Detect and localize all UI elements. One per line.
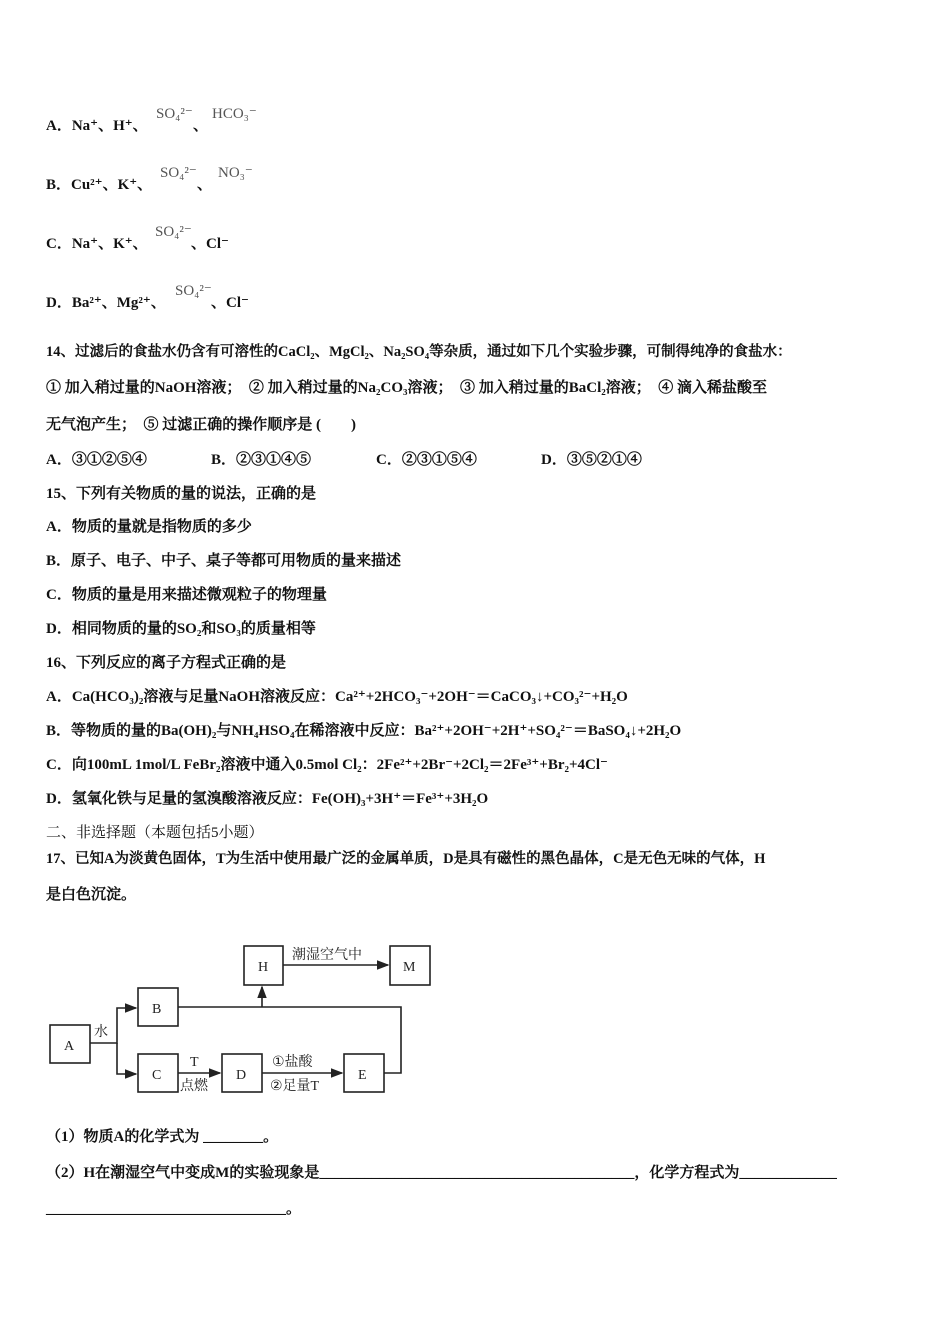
option-label: D．Ba²⁺、Mg²⁺、 (46, 295, 166, 311)
q16-option-b: B．等物质的量的Ba(OH)₂与NH₄HSO₄在稀溶液中反应：Ba²⁺+2OH⁻+2H⁺+SO₄²⁻＝BaSO₄↓+2H₂O (46, 723, 682, 739)
label-water: 水 (94, 1025, 108, 1040)
q15-option-d: D．相同物质的量的SO₂和SO₃的质量相等 (46, 621, 316, 637)
label-excess-t: ②足量T (270, 1079, 320, 1094)
label-a: A (64, 1039, 75, 1054)
q14-steps-cont: 无气泡产生； ⑤ 过滤正确的操作顺序是 ( ) (46, 417, 356, 433)
label-d: D (236, 1068, 247, 1083)
q15-option-a: A．物质的量就是指物质的多少 (46, 519, 252, 535)
label-e: E (358, 1068, 367, 1083)
option-label: C．Na⁺、K⁺、 (46, 236, 148, 252)
q14-steps: ① 加入稍过量的NaOH溶液； ② 加入稍过量的Na₂CO₃溶液； ③ 加入稍过量的BaCl₂溶液； ④ 滴入稀盐酸至 (46, 380, 768, 396)
q16-stem: 16、下列反应的离子方程式正确的是 (46, 655, 287, 671)
separator: 、Cl⁻ (191, 236, 229, 252)
q17-sub2: （2）H在潮湿空气中变成M的实验现象是__________________________________________，化学方程式为_____________ (46, 1165, 837, 1181)
arrow-a-c (117, 1043, 136, 1074)
label-c: C (152, 1068, 162, 1083)
q17-sub2-cont: ________________________________。 (46, 1201, 302, 1217)
label-h: H (258, 960, 269, 975)
q14-option-c: C．②③①⑤④ (376, 452, 477, 468)
q16-option-a: A．Ca(HCO₃)₂溶液与足量NaOH溶液反应：Ca²⁺+2HCO₃⁻+2OH⁻＝CaCO₃↓+CO₃²⁻+H₂O (46, 689, 628, 705)
q17-stem: 17、已知A为淡黄色固体，T为生活中使用最广泛的金属单质，D是具有磁性的黑色晶体，C是无色无味的气体，H (46, 851, 766, 867)
q14-option-a: A．③①②⑤④ (46, 452, 147, 468)
ion-formula: SO₄²⁻ (156, 106, 193, 122)
q15-option-c: C．物质的量是用来描述微观粒子的物理量 (46, 587, 327, 603)
separator: 、 (197, 177, 213, 193)
label-hcl: ①盐酸 (272, 1055, 313, 1070)
label-b: B (152, 1002, 162, 1017)
q15-stem: 15、下列有关物质的量的说法，正确的是 (46, 486, 317, 502)
separator: 、Cl⁻ (211, 295, 249, 311)
label-ignite: 点燃 (180, 1079, 208, 1094)
label-m: M (403, 960, 416, 975)
q15-option-b: B．原子、电子、中子、桌子等都可用物质的量来描述 (46, 553, 402, 569)
q17-sub1: （1）物质A的化学式为 ________。 (46, 1129, 279, 1145)
label-moist-air: 潮湿空气中 (292, 948, 362, 963)
ion-formula: SO₄²⁻ (155, 224, 192, 240)
separator: 、 (193, 118, 209, 134)
label-t: T (190, 1055, 199, 1070)
ion-formula: SO₄²⁻ (160, 165, 197, 181)
q17-stem-cont: 是白色沉淀。 (46, 887, 137, 903)
ion-formula: SO₄²⁻ (175, 283, 212, 299)
q14-option-b: B．②③①④⑤ (211, 452, 312, 468)
ion-formula: HCO₃⁻ (212, 106, 257, 122)
q14-option-d: D．③⑤②①④ (541, 452, 642, 468)
q16-option-d: D．氢氧化铁与足量的氢溴酸溶液反应：Fe(OH)₃+3H⁺＝Fe³⁺+3H₂O (46, 791, 489, 807)
option-label: B．Cu²⁺、K⁺、 (46, 177, 153, 193)
ion-formula: NO₃⁻ (218, 165, 253, 181)
q14-stem: 14、过滤后的食盐水仍含有可溶性的CaCl₂、MgCl₂、Na₂SO₄等杂质，通过如下几个实验步骤，可制得纯净的食盐水： (46, 344, 792, 360)
option-label: A．Na⁺、H⁺、 (46, 118, 148, 134)
q16-option-c: C．向100mL 1mol/L FeBr₂溶液中通入0.5mol Cl₂：2Fe²⁺+2Br⁻+2Cl₂＝2Fe³⁺+Br₂+4Cl⁻ (46, 757, 608, 773)
section-heading: 二、非选择题（本题包括5小题） (46, 825, 264, 841)
